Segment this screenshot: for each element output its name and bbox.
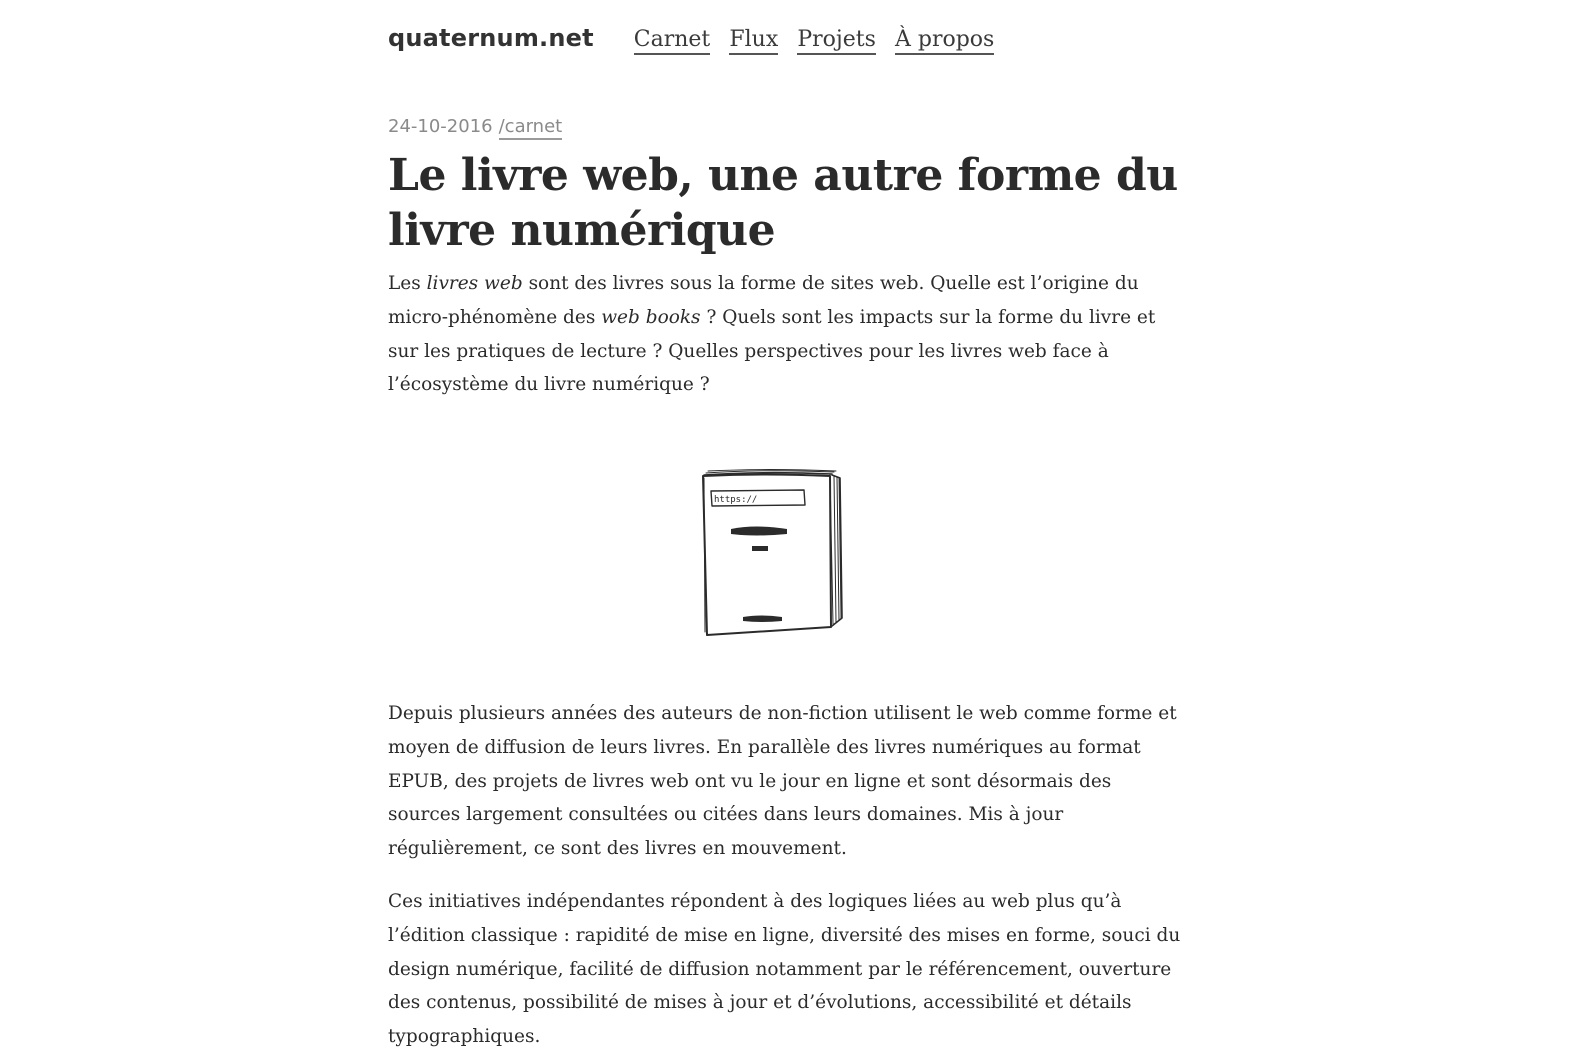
web-book-sketch-icon [695,466,855,644]
post-paragraph-2: Ces initiatives indépendantes répondent à des logiques liées au web plus qu’à l’édition classique : rapidité de mise en ligne, diversité des mises en forme, souci du design numérique, facilité de diffusion notamment par le référencement, ouverture des contenus, possibilité de mises à jour et d’évolutions, accessibilité et détails typographiques. [388,891,1181,1048]
post-paragraph-1: Depuis plusieurs années des auteurs de non-fiction utilisent le web comme forme et moyen de diffusion de leurs livres. En parallèle des livres numériques au format EPUB, des projets de livres web ont vu le jour en ligne et sont désormais des sources largement consultées ou citées dans leurs domaines. Mis à jour régulièrement, ce sont des livres en mouvement. [388,703,1177,860]
nav-item-carnet[interactable]: Carnet [634,27,711,55]
intro-emphasis-1: livres web [426,273,523,294]
site-title-link[interactable]: quaternum.net [388,24,594,52]
nav-item-projets[interactable]: Projets [797,27,876,55]
nav-item-flux[interactable]: Flux [729,27,778,55]
address-bar-text: https:// [714,495,758,505]
post-intro [388,267,1188,402]
intro-text-1: Les [388,273,427,294]
post-date: 24-10-2016 [388,116,493,137]
intro-text-2: sont des livres sous la forme de sites web. Quelle est l’origine du micro-phénomène des [388,273,1139,328]
intro-emphasis-2: web books [601,306,701,328]
main-nav [634,27,1009,52]
post-category-link[interactable]: /carnet [499,116,563,140]
site-header [388,24,1008,52]
post-title: Le livre web, une autre forme du livre numérique [388,150,1178,256]
intro-text-3: ? Quels sont les impacts sur la forme du livre et sur les pratiques de lecture ? Quelles perspectives pour les livres web face à l’écosystème du livre numérique ? [388,306,1156,396]
nav-item-a-propos[interactable]: À propos [895,27,994,55]
post-meta [388,116,562,137]
